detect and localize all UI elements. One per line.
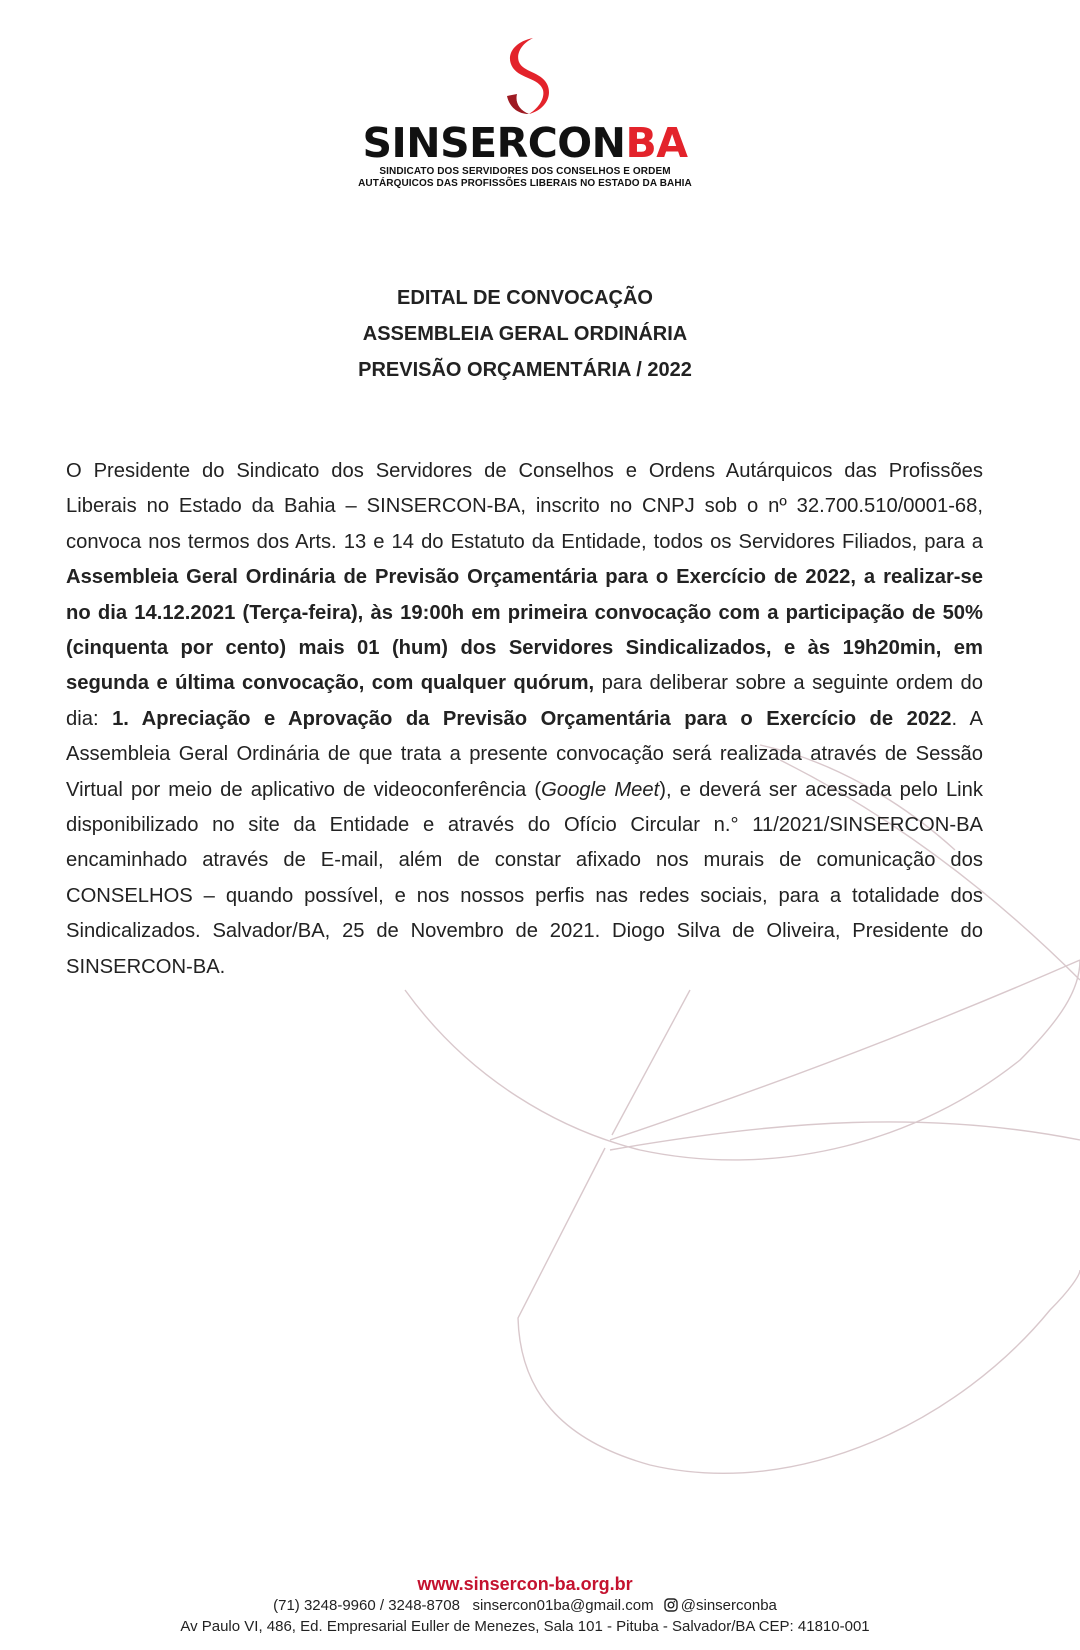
- instagram-icon: [664, 1598, 678, 1612]
- brand-accent: BA: [625, 119, 688, 167]
- footer: [0, 1573, 1050, 1637]
- footer-phones: (71) 3248-9960 / 3248-8708: [273, 1597, 460, 1614]
- paragraph-meeting-format: . A Assembleia Geral Ordinária de que trata a presente convocação será realizada através de Sessão Virtual por meio de aplicativo de videoconferência (: [66, 707, 983, 801]
- title-line-3: PREVISÃO ORÇAMENTÁRIA / 2022: [358, 359, 692, 381]
- brand-name: [0, 120, 1050, 166]
- title-line-2: ASSEMBLEIA GERAL ORDINÁRIA: [362, 323, 688, 345]
- brand-main: SINSERCON: [362, 119, 626, 167]
- footer-email[interactable]: sinsercon01ba@gmail.com: [472, 1597, 654, 1614]
- paragraph-agenda-item: 1. Apreciação e Aprovação da Previsão Orçamentária para o Exercício de 2022: [112, 707, 952, 730]
- tagline-line-2: AUTÁRQUICOS DAS PROFISSÕES LIBERAIS NO ESTADO DA BAHIA: [358, 178, 692, 189]
- convocation-paragraph: [66, 454, 983, 985]
- paragraph-intro: O Presidente do Sindicato dos Servidores de Conselhos e Ordens Autárquicos das Profissões Liberais no Estado da Bahia – SINSERCON-BA, inscrito no CNPJ sob o nº 32.700.510/0001-68, convoca nos termos dos Arts. 13 e 14 do Estatuto da Entidade, todos os Servidores Filiados, para a: [66, 460, 983, 553]
- footer-address: Av Paulo VI, 486, Ed. Empresarial Euller de Menezes, Sala 101 - Pituba - Salvador/BA CEP: 41810-001: [180, 1618, 870, 1635]
- paragraph-closing: ), e deverá ser acessada pelo Link disponibilizado no site da Entidade e através do Ofício Circular n.° 11/2021/SINSERCON-BA encaminhado através de E-mail, além de constar afixado nos murais de comunicação dos CONSELHOS – quando possível, e nos nossos perfis nas redes sociais, para a totalidade dos Sindicalizados. Salvador/BA, 25 de Novembro de 2021. Diogo Silva de Oliveira, Presidente do SINSERCON-BA.: [66, 778, 983, 978]
- document-title-block: [0, 280, 1050, 388]
- footer-instagram-handle[interactable]: @sinserconba: [680, 1597, 777, 1614]
- s-swirl-logo-icon: [499, 36, 551, 118]
- tagline-line-1: SINDICATO DOS SERVIDORES DOS CONSELHOS E ORDEM: [379, 166, 671, 177]
- footer-contacts: [0, 1595, 1050, 1616]
- footer-website-link[interactable]: www.sinsercon-ba.org.br: [417, 1574, 633, 1594]
- letterhead: [0, 36, 1050, 190]
- paragraph-app-name: Google Meet: [541, 778, 660, 801]
- paragraph-agenda-lead: para deliberar sobre a seguinte ordem do dia:: [66, 672, 983, 730]
- title-line-1: EDITAL DE CONVOCAÇÃO: [397, 287, 653, 309]
- paragraph-meeting-details: Assembleia Geral Ordinária de Previsão Orçamentária para o Exercício de 2022, a realizar-se no dia 14.12.2021 (Terça-feira), às 19:00h em primeira convocação com a participação de 50% (cinquenta por cento) mais 01 (hum) dos Servidores Sindicalizados, e às 19h20min, em segunda e última convocação, com qualquer quórum,: [66, 566, 983, 695]
